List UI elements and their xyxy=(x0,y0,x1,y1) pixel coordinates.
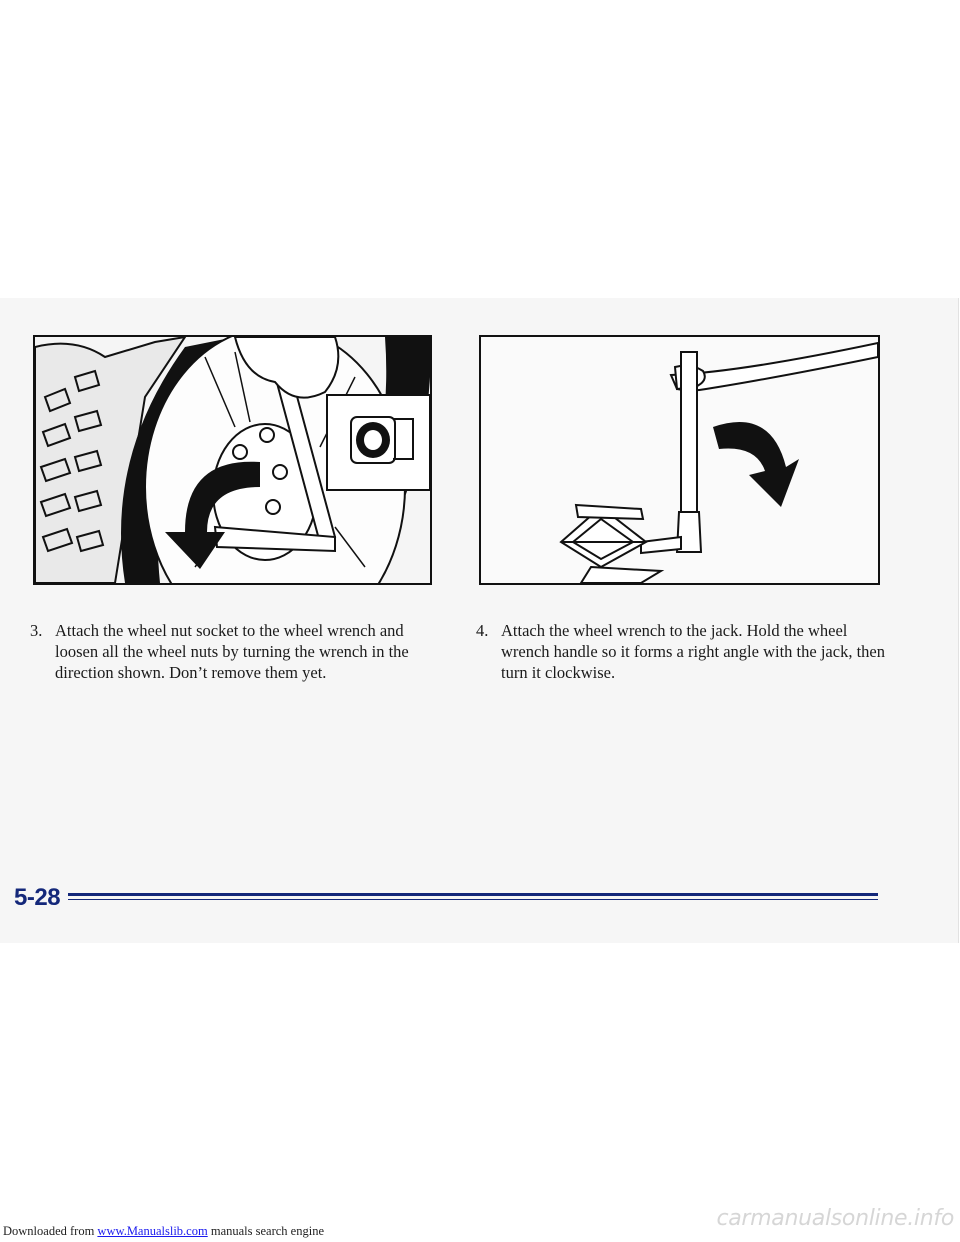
step-number: 4. xyxy=(476,621,489,640)
jack-wrench-icon xyxy=(481,337,878,583)
step-number: 3. xyxy=(30,621,43,640)
wheel-nut-loosening-figure xyxy=(33,335,432,585)
footer-rule xyxy=(68,893,878,896)
page-number: 5-28 xyxy=(14,884,61,911)
step-text: Attach the wheel nut socket to the wheel wrench and loosen all the wheel nuts by turning the wrench in the direction shown. Don’t remove them yet. xyxy=(55,621,409,682)
download-footer xyxy=(3,1224,324,1239)
footer-suffix: manuals search engine xyxy=(207,1224,324,1238)
manualslib-link[interactable]: www.Manualslib.com xyxy=(97,1224,208,1238)
footer-prefix: Downloaded from xyxy=(3,1224,98,1238)
jack-wrench-figure xyxy=(479,335,880,585)
wheel-nut-loosening-icon xyxy=(35,337,430,583)
footer-rule-thin xyxy=(68,899,878,900)
step-text: Attach the wheel wrench to the jack. Hold the wheel wrench handle so it forms a right angle with the jack, then turn it clockwise. xyxy=(501,621,885,682)
site-watermark: carmanualsonline.info xyxy=(716,1206,954,1231)
